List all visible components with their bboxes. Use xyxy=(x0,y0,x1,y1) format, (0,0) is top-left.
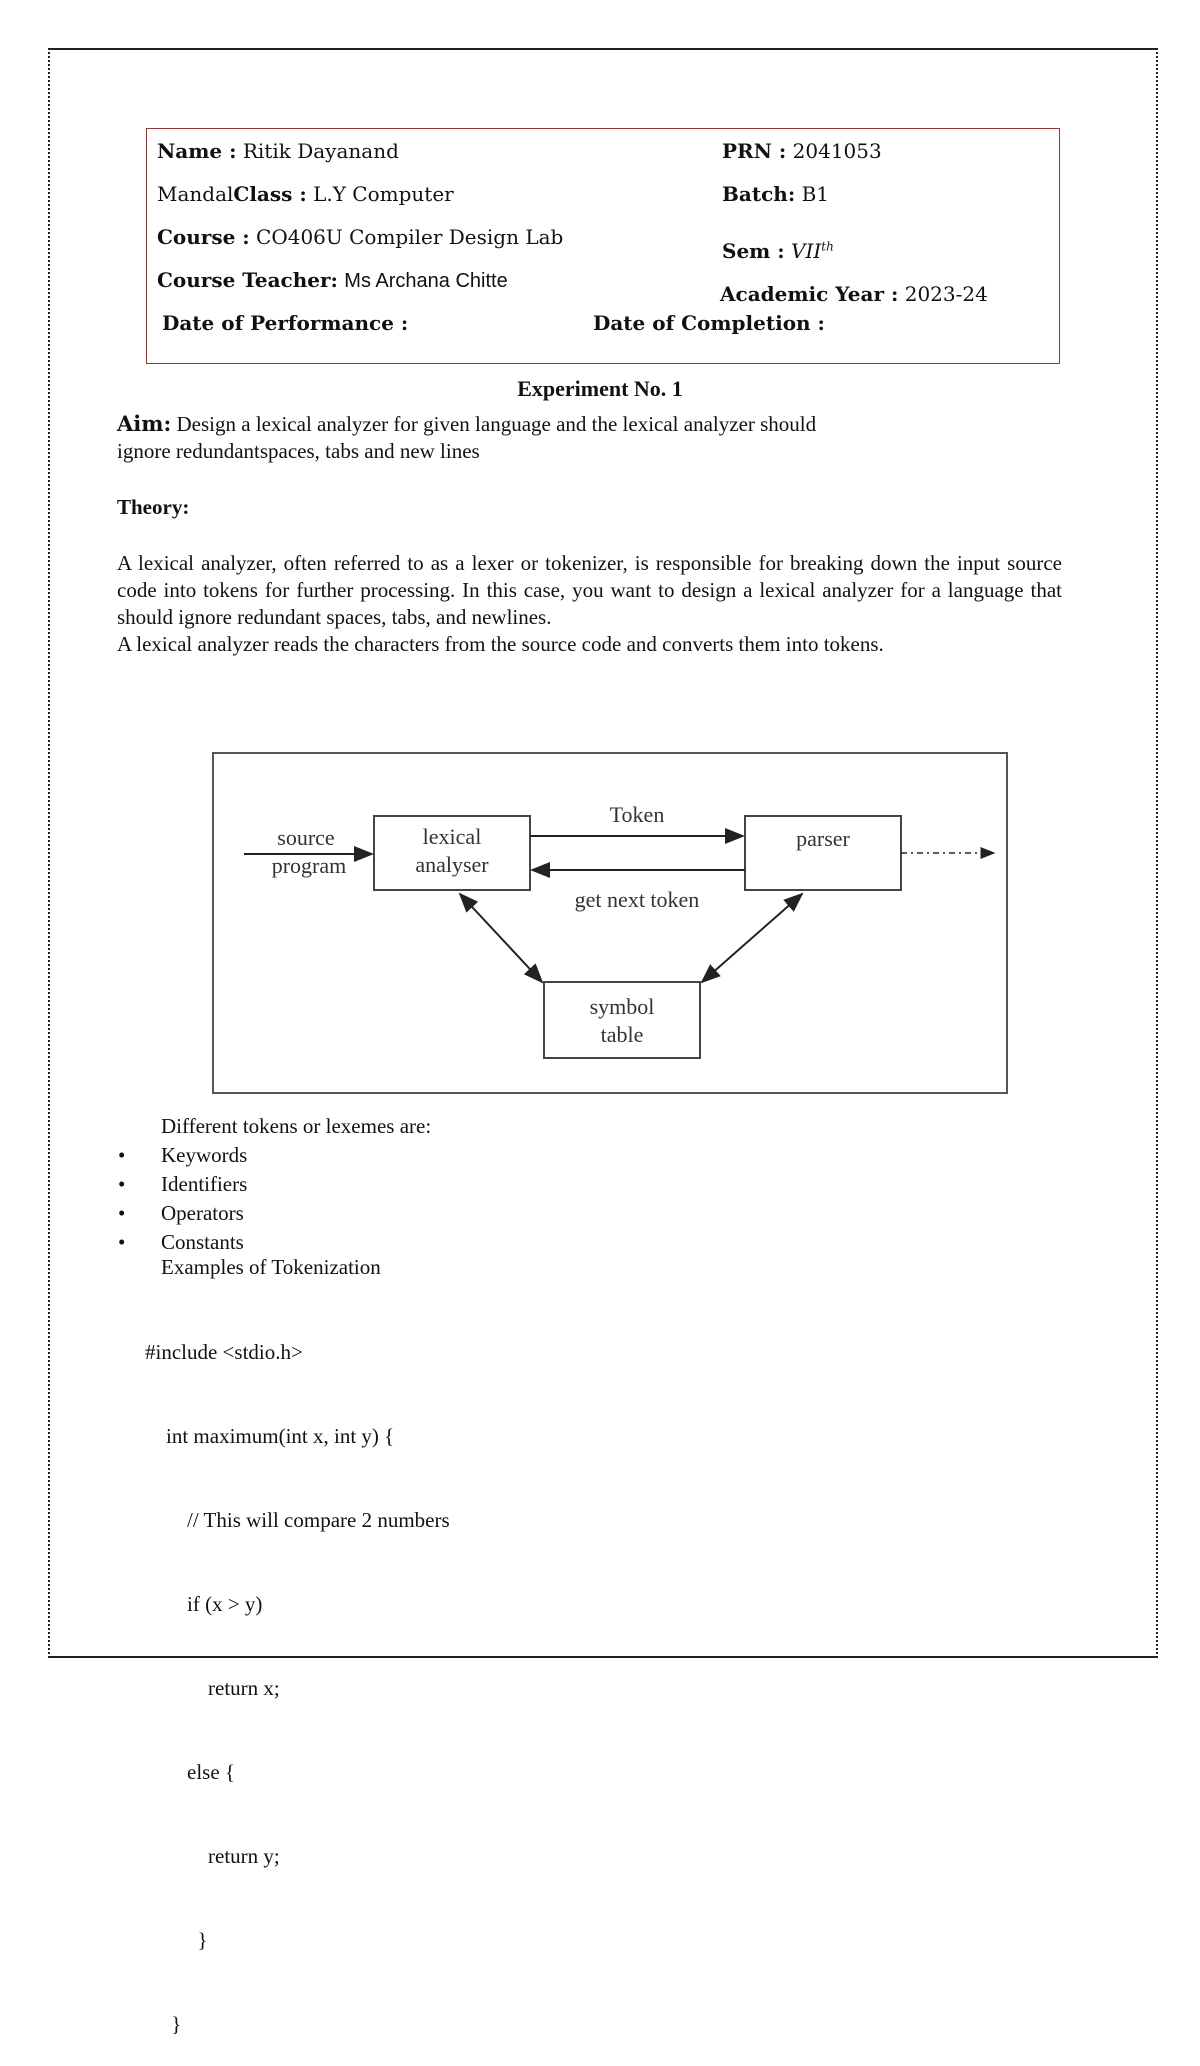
teacher-field: Course Teacher: Ms Archana Chitte xyxy=(157,268,508,292)
code-line: else { xyxy=(145,1760,235,1784)
date-of-completion: Date of Completion : xyxy=(593,311,825,335)
date-of-performance: Date of Performance : xyxy=(162,311,409,335)
parser-symbol-arrow xyxy=(702,894,802,982)
code-line: } xyxy=(145,1928,208,1952)
code-line: } xyxy=(145,2012,182,2036)
list-item: • Operators xyxy=(118,1201,244,1225)
tokens-intro: Different tokens or lexemes are: xyxy=(161,1114,432,1138)
source-label-1: source xyxy=(277,825,335,850)
code-example xyxy=(145,1282,450,2066)
theory-heading: Theory: xyxy=(117,495,190,519)
code-line: #include <stdio.h> xyxy=(145,1340,303,1364)
academic-year-field: Academic Year : 2023-24 xyxy=(720,282,988,306)
list-item: • Constants xyxy=(118,1230,244,1254)
batch-field: Batch: B1 xyxy=(722,182,829,206)
class-field: MandalClass : L.Y Computer xyxy=(157,182,454,206)
source-label-2: program xyxy=(271,853,347,878)
token-types-list xyxy=(118,1112,431,1257)
aim-section: Aim: Design a lexical analyzer for given language and the lexical analyzer should ignore redundantspaces, tabs and new lines xyxy=(117,411,817,463)
lexer-symbol-arrow xyxy=(460,894,542,982)
prn-field: PRN : 2041053 xyxy=(722,139,882,163)
token-label: Token xyxy=(609,802,665,827)
sem-field: Sem : VIIth xyxy=(722,239,834,263)
code-line: // This will compare 2 numbers xyxy=(145,1508,450,1532)
lexical-label-1: lexical xyxy=(422,824,482,849)
code-line: return y; xyxy=(145,1844,280,1868)
next-token-label: get next token xyxy=(574,887,700,912)
parser-label: parser xyxy=(796,826,850,851)
lexical-label-2: analyser xyxy=(415,852,489,877)
name-field: Name : Ritik Dayanand xyxy=(157,139,399,163)
symbol-label-1: symbol xyxy=(589,994,655,1019)
list-item: • Keywords xyxy=(118,1143,248,1167)
experiment-title: Experiment No. 1 xyxy=(517,376,683,401)
course-field: Course : CO406U Compiler Design Lab xyxy=(157,225,564,249)
header-info-box xyxy=(146,128,1060,364)
compiler-diagram xyxy=(212,752,1008,1094)
theory-paragraph: A lexical analyzer, often referred to as a lexer or tokenizer, is responsible for breaking down the input source code into tokens for further processing. In this case, you want to design a lexical analyzer for a language that should ignore redundant spaces, tabs, and newlines. A lexical analyzer reads the characters from the source code and converts them into tokens. xyxy=(117,551,1062,656)
examples-title: Examples of Tokenization xyxy=(161,1255,381,1279)
code-line: int maximum(int x, int y) { xyxy=(145,1424,395,1448)
code-line: return x; xyxy=(145,1676,280,1700)
symbol-label-2: table xyxy=(600,1022,644,1047)
code-line: if (x > y) xyxy=(145,1592,263,1616)
list-item: • Identifiers xyxy=(118,1172,248,1196)
